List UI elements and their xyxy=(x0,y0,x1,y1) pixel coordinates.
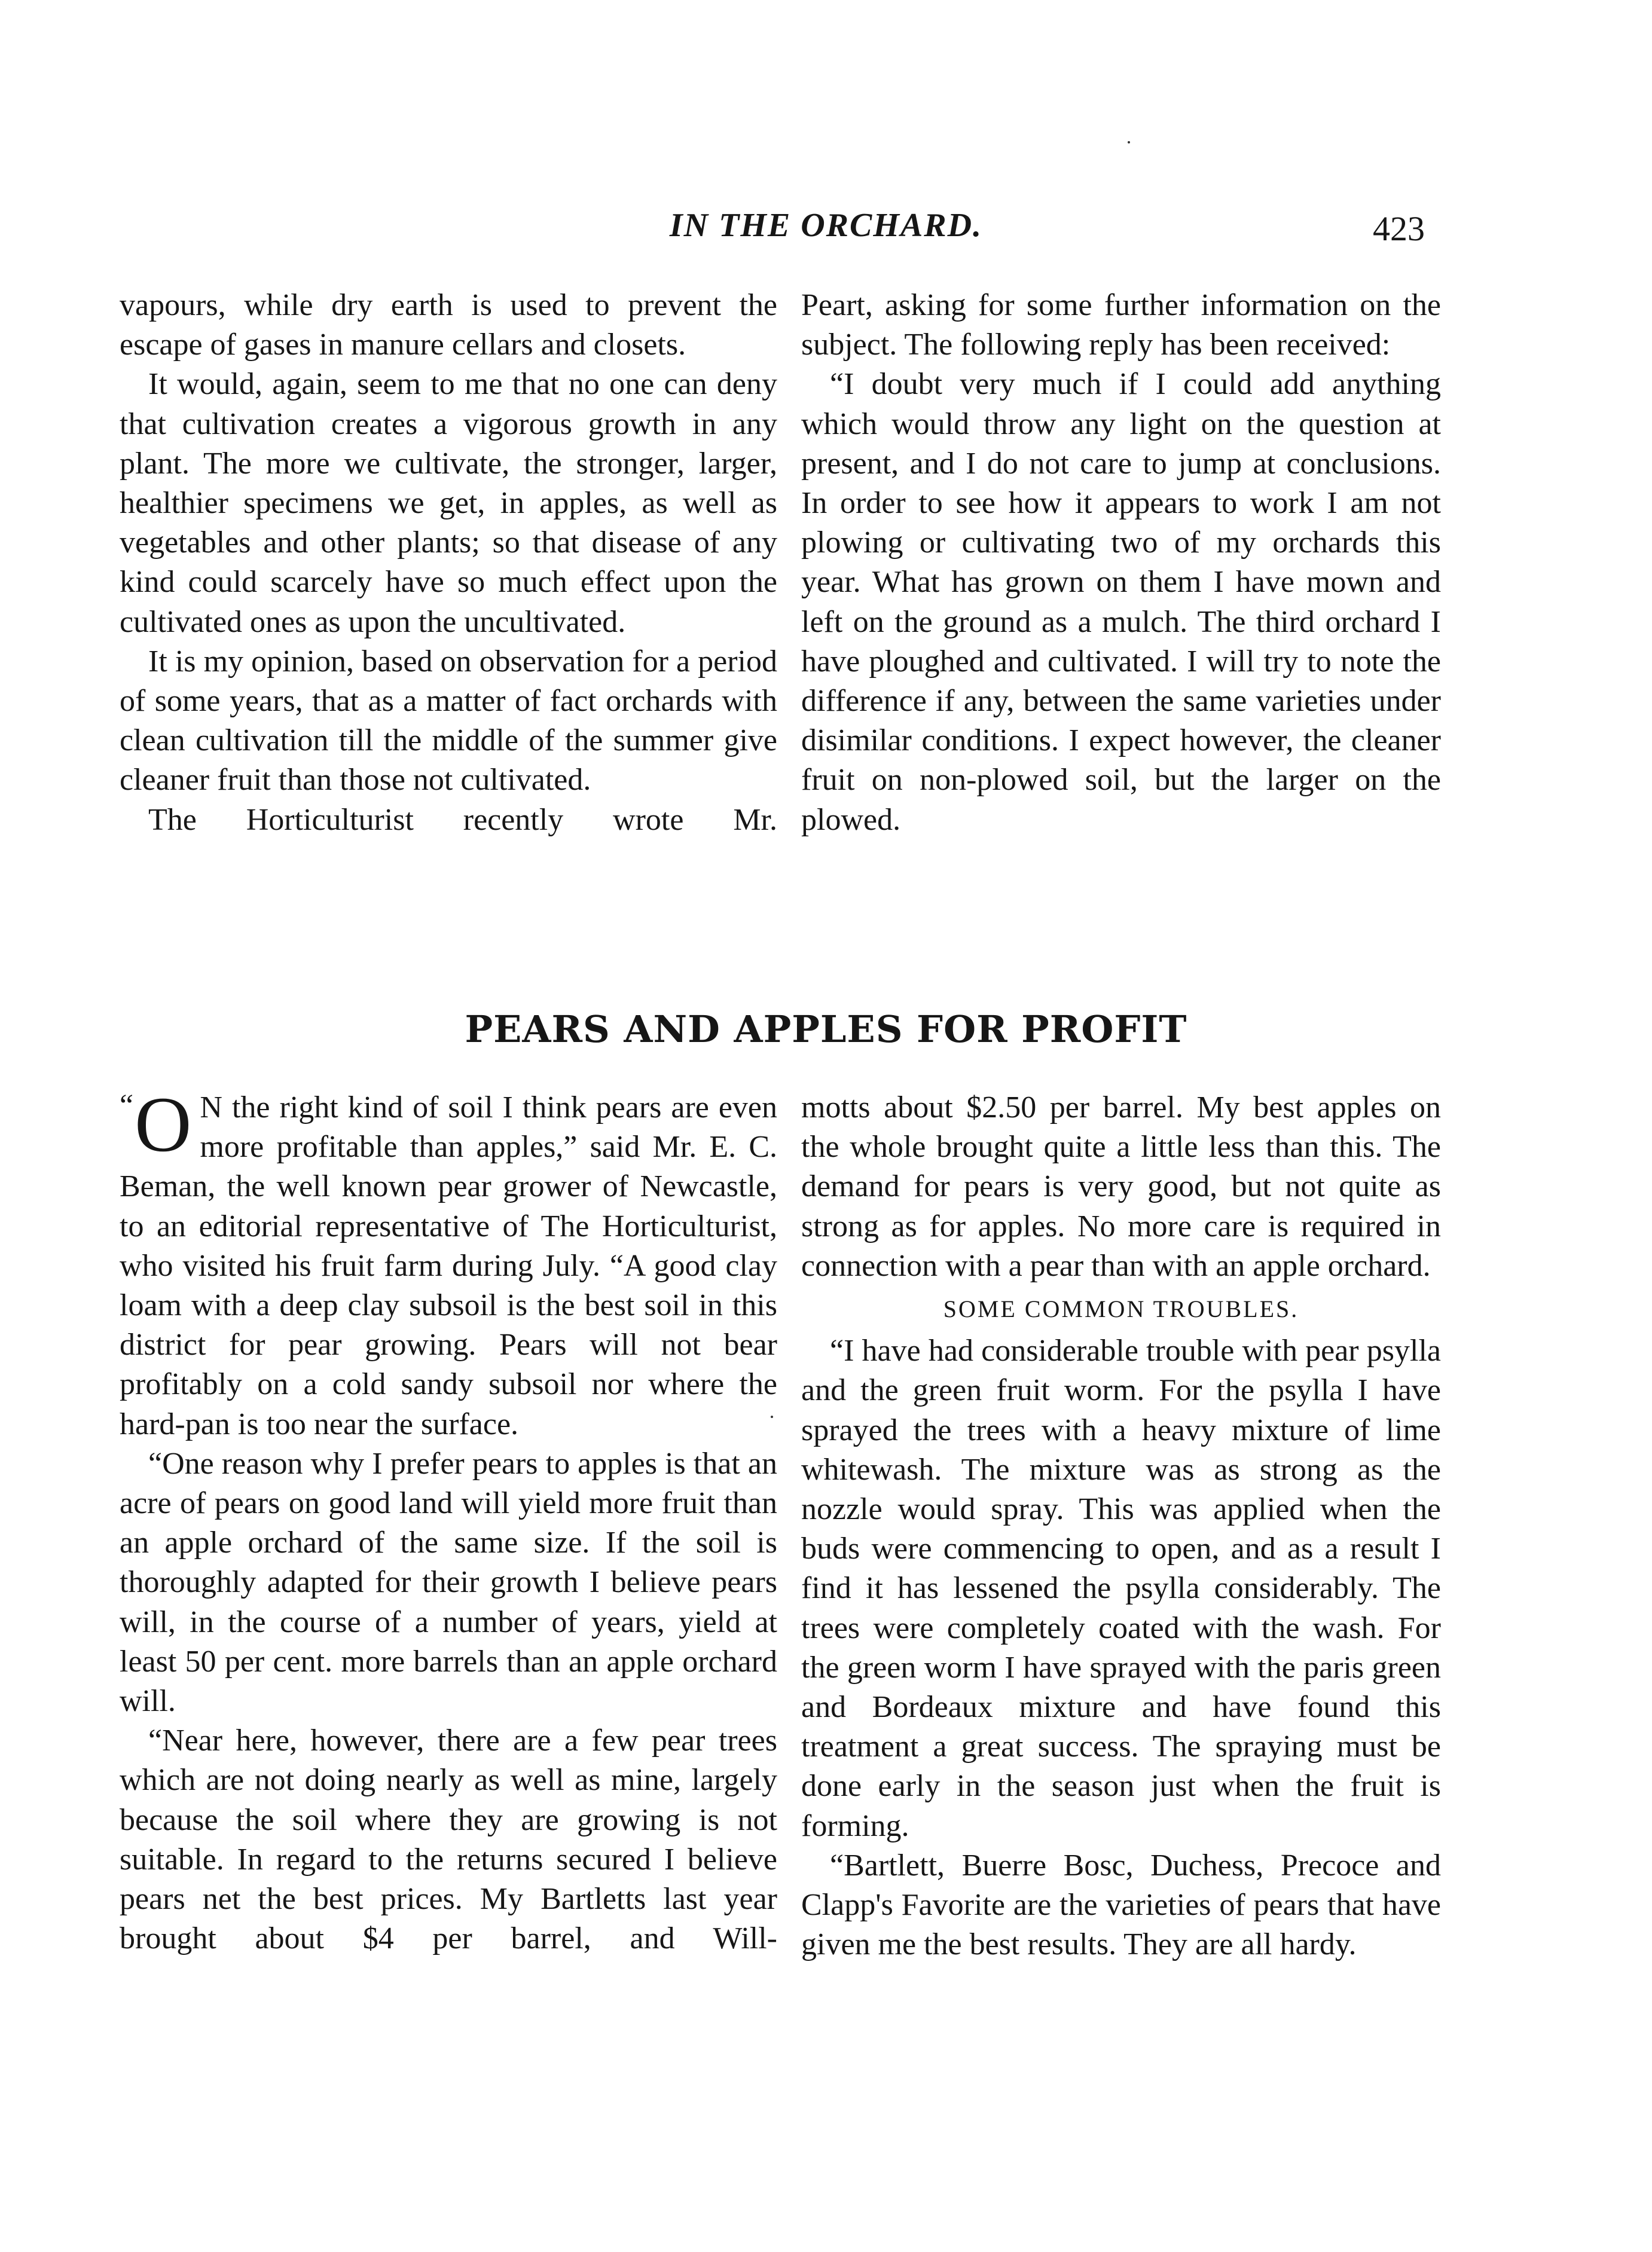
article-heading: PEARS AND APPLES FOR PROFIT xyxy=(465,1007,1187,1051)
paragraph: “Near here, however, there are a few pear trees which are not doing nearly as well as mine, largely because the soil where they are growing is not suitable. In regard to the returns secured I believe pears net the best prices. My Bartletts last year brought about $4 per barrel, and Will- xyxy=(120,1724,777,1956)
print-speck xyxy=(771,1416,773,1418)
opening-quote: “ xyxy=(120,1089,134,1123)
paragraph: It is my opinion, based on observation for a period of some years, that as a matter of fact orchards with clean cultivation till the middle of the summer give cleaner fruit than those not cultivated. xyxy=(120,644,777,797)
paragraph: It would, again, seem to me that no one can deny that cultivation creates a vigorous growth in any plant. The more we cultivate, the stronger, larger, healthier specimens we get, in apples, as well as vegetables and other plants; so that disease of any kind could scarcely have so much effect upon the cultivated ones as upon the uncultivated. xyxy=(120,367,777,639)
paragraph: vapours, while dry earth is used to prevent the escape of gases in manure cellars and closets. xyxy=(120,288,777,362)
subheading: SOME COMMON TROUBLES. xyxy=(943,1295,1299,1323)
top-right-column xyxy=(801,286,1441,840)
main-left-column xyxy=(120,1080,777,1958)
paragraph-text: N the right kind of soil I think pears are even more profitable than apples,” said Mr. E. C. Beman, the well known pear grower of Newcastle, to an editorial representative of The Horticulturist, who visited his fruit farm during July. “A good clay loam with a deep clay subsoil is the best soil in this district for pear growing. Pears will not bear profitably on a cold sandy subsoil nor where the hard-pan is too near the surface. xyxy=(120,1090,777,1441)
paragraph: The Horticulturist recently wrote Mr. xyxy=(148,802,777,837)
running-title: IN THE ORCHARD. xyxy=(669,207,983,244)
paragraph: “Bartlett, Buerre Bosc, Duchess, Precoce and Clapp's Favorite are the varieties of pears that have given me the best results. They are all hardy. xyxy=(801,1848,1441,1962)
paragraph: motts about $2.50 per barrel. My best apples on the whole brought quite a little less than this. The demand for pears is very good, but not quite as strong as for apples. No more care is required in connection with a pear than with an apple orchard. xyxy=(801,1090,1441,1283)
opening-paragraph xyxy=(120,1080,777,1444)
paragraph: “I have had considerable trouble with pear psylla and the green fruit worm. For the psylla I have sprayed the trees with a heavy mixture of lime whitewash. The mixture was as strong as the nozzle would spray. This was applied when the buds were commencing to open, and as a result I find it has lessened the psylla considerably. The trees were completely coated with the wash. For the green worm I have sprayed with the paris green and Bordeaux mixture and have found this treatment a great success. The spraying must be done early in the season just when the fruit is forming. xyxy=(801,1334,1441,1843)
drop-cap: O xyxy=(135,1080,192,1168)
paragraph: “One reason why I prefer pears to apples is that an acre of pears on good land will yield more fruit than an apple orchard of the same size. If the soil is thoroughly adapted for their growth I believe pears will, in the course of a number of years, yield at least 50 per cent. more barrels than an apple orchard will. xyxy=(120,1446,777,1719)
print-speck xyxy=(1128,141,1130,143)
top-left-column xyxy=(120,286,777,840)
paragraph: Peart, asking for some further information on the subject. The following reply has been received: xyxy=(801,288,1441,362)
paragraph: “I doubt very much if I could add anything which would throw any light on the question at present, and I do not care to jump at conclusions. In order to see how it appears to work I am not plowing or cultivating two of my orchards this year. What has grown on them I have mown and left on the ground as a mulch. The third orchard I have ploughed and cultivated. I will try to note the difference if any, between the same varieties under disimilar conditions. I expect however, the cleaner fruit on non-plowed soil, but the larger on the plowed. xyxy=(801,367,1441,837)
running-header xyxy=(0,206,1652,254)
page-number: 423 xyxy=(1373,209,1425,248)
main-right-column xyxy=(801,1088,1441,1964)
